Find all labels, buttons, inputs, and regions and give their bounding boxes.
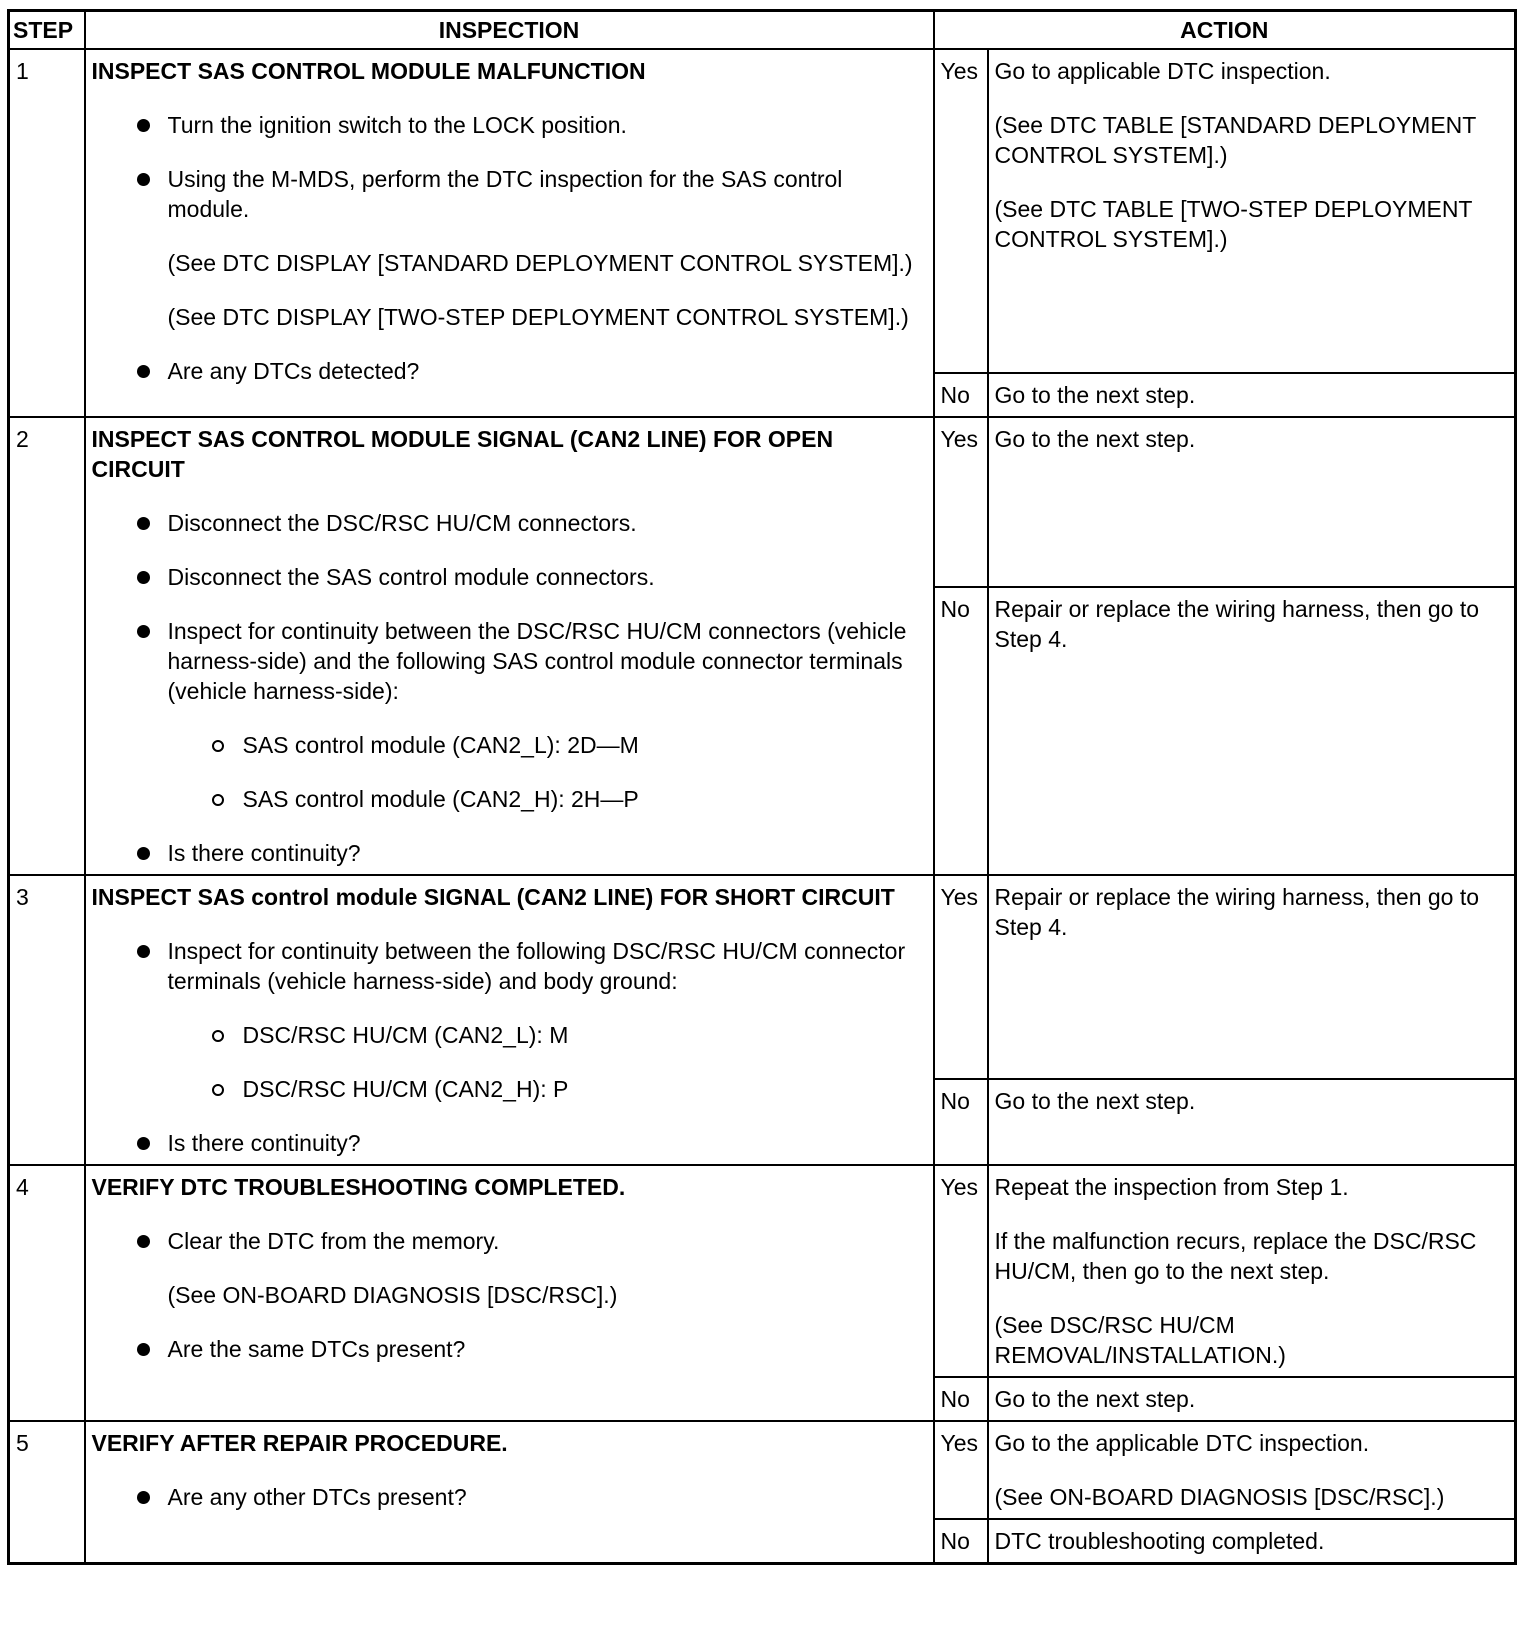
no-action: Repair or replace the wiring harness, then go to Step 4. [988, 587, 1516, 875]
bullet-icon [137, 1235, 150, 1248]
yes-action: Repair or replace the wiring harness, then go to Step 4. [988, 875, 1516, 1079]
yes-action: Go to applicable DTC inspection. (See DTC TABLE [STANDARD DEPLOYMENT CONTROL SYSTEM].) (See DTC TABLE [TWO-STEP DEPLOYMENT CONTROL SYSTEM].) [988, 49, 1516, 373]
bullet-item: Using the M-MDS, perform the DTC inspection for the SAS control module. [92, 164, 927, 224]
sub-item: DSC/RSC HU/CM (CAN2_H): P [92, 1074, 927, 1104]
circle-bullet-icon [212, 1084, 224, 1096]
bullet-icon [137, 571, 150, 584]
step-row-2-yes [9, 417, 1516, 587]
no-action: Go to the next step. [988, 1079, 1516, 1165]
bullet-item: Turn the ignition switch to the LOCK position. [92, 110, 927, 140]
no-label: No [934, 1377, 988, 1421]
bullet-icon [137, 625, 150, 638]
bullet-item: Are the same DTCs present? [92, 1334, 927, 1364]
yes-label: Yes [934, 49, 988, 373]
yes-action: Go to the applicable DTC inspection. (See ON-BOARD DIAGNOSIS [DSC/RSC].) [988, 1421, 1516, 1519]
inspection-title: INSPECT SAS CONTROL MODULE SIGNAL (CAN2 LINE) FOR OPEN CIRCUIT [91, 426, 834, 482]
inspection-cell [85, 49, 934, 417]
inspection-title: INSPECT SAS control module SIGNAL (CAN2 LINE) FOR SHORT CIRCUIT [91, 884, 895, 910]
no-label: No [934, 1519, 988, 1564]
step-row-1-yes [9, 49, 1516, 373]
bullet-item: Clear the DTC from the memory. [92, 1226, 927, 1256]
bullet-item: Inspect for continuity between the following DSC/RSC HU/CM connector terminals (vehicle harness-side) and body ground: [92, 936, 927, 996]
step-number: 1 [9, 49, 85, 417]
step-row-3-yes [9, 875, 1516, 1079]
circle-bullet-icon [212, 740, 224, 752]
reference-note: (See DTC DISPLAY [STANDARD DEPLOYMENT CONTROL SYSTEM].) [167, 250, 913, 276]
sub-item: SAS control module (CAN2_L): 2D—M [92, 730, 927, 760]
step-row-5-yes [9, 1421, 1516, 1519]
bullet-icon [137, 365, 150, 378]
bullet-item: Is there continuity? [92, 838, 927, 868]
no-label: No [934, 587, 988, 875]
yes-label: Yes [934, 875, 988, 1079]
no-label: No [934, 373, 988, 417]
step-row-4-yes [9, 1165, 1516, 1377]
step-number: 2 [9, 417, 85, 875]
yes-label: Yes [934, 1165, 988, 1377]
header-row [9, 11, 1516, 50]
bullet-icon [137, 1491, 150, 1504]
no-action: DTC troubleshooting completed. [988, 1519, 1516, 1564]
inspection-cell [85, 417, 934, 875]
bullet-item: Disconnect the SAS control module connectors. [92, 562, 927, 592]
bullet-item: Inspect for continuity between the DSC/RSC HU/CM connectors (vehicle harness-side) and the following SAS control module connector terminals (vehicle harness-side): [92, 616, 927, 706]
bullet-icon [137, 1343, 150, 1356]
diagnostic-table [7, 9, 1517, 1565]
bullet-icon [137, 847, 150, 860]
sub-item: SAS control module (CAN2_H): 2H—P [92, 784, 927, 814]
bullet-item: Are any DTCs detected? [92, 356, 927, 386]
bullet-icon [137, 173, 150, 186]
inspection-title: VERIFY DTC TROUBLESHOOTING COMPLETED. [91, 1174, 626, 1200]
yes-action: Go to the next step. [988, 417, 1516, 587]
yes-label: Yes [934, 1421, 988, 1519]
step-number: 3 [9, 875, 85, 1165]
step-number: 4 [9, 1165, 85, 1421]
bullet-item: Are any other DTCs present? [92, 1482, 927, 1512]
inspection-title: VERIFY AFTER REPAIR PROCEDURE. [91, 1430, 508, 1456]
no-label: No [934, 1079, 988, 1165]
reference-note: (See DTC DISPLAY [TWO-STEP DEPLOYMENT CONTROL SYSTEM].) [167, 304, 909, 330]
inspection-cell [85, 1165, 934, 1421]
bullet-item: Is there continuity? [92, 1128, 927, 1158]
bullet-icon [137, 945, 150, 958]
header-action: ACTION [934, 11, 1516, 50]
bullet-icon [137, 1137, 150, 1150]
inspection-cell [85, 1421, 934, 1564]
reference-note: (See ON-BOARD DIAGNOSIS [DSC/RSC].) [167, 1282, 618, 1308]
sub-item: DSC/RSC HU/CM (CAN2_L): M [92, 1020, 927, 1050]
yes-label: Yes [934, 417, 988, 587]
yes-action: Repeat the inspection from Step 1. If the malfunction recurs, replace the DSC/RSC HU/CM, then go to the next step. (See DSC/RSC HU/CM REMOVAL/INSTALLATION.) [988, 1165, 1516, 1377]
step-number: 5 [9, 1421, 85, 1564]
inspection-cell [85, 875, 934, 1165]
bullet-icon [137, 119, 150, 132]
circle-bullet-icon [212, 1030, 224, 1042]
bullet-item: Disconnect the DSC/RSC HU/CM connectors. [92, 508, 927, 538]
circle-bullet-icon [212, 794, 224, 806]
header-step: STEP [9, 11, 85, 50]
no-action: Go to the next step. [988, 1377, 1516, 1421]
bullet-icon [137, 517, 150, 530]
header-inspection: INSPECTION [85, 11, 934, 50]
inspection-title: INSPECT SAS CONTROL MODULE MALFUNCTION [91, 58, 646, 84]
no-action: Go to the next step. [988, 373, 1516, 417]
